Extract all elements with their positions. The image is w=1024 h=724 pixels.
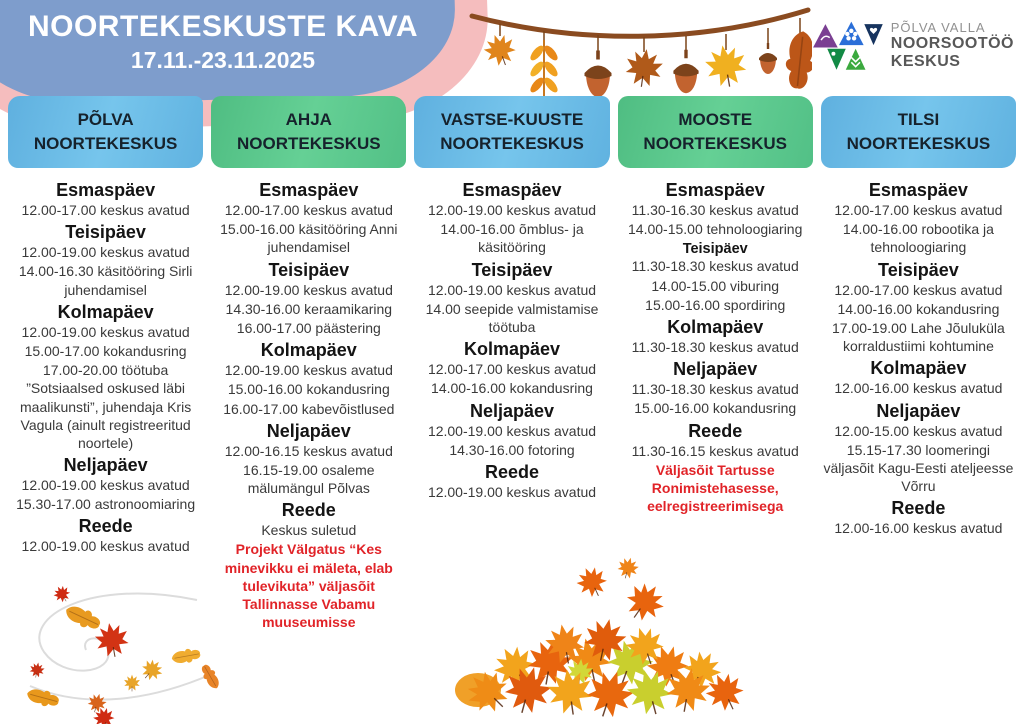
day-header: Teisipäev xyxy=(268,259,350,280)
schedule-entry: 15.00-17.00 kokandusring xyxy=(24,342,187,359)
schedule-entry: 14.30-16.00 fotoring xyxy=(449,441,575,458)
schedule-entry: 12.00-16.15 keskus avatud xyxy=(224,442,393,459)
highlight-entry: Projekt Välgatus “Kes minevikku ei mäleta, elab tulevikuta” väljasõit Tallinnasse Vabamu muuseumisse xyxy=(224,541,393,631)
autumn-garland-decoration xyxy=(468,2,812,100)
column-header: MOOSTE NOORTEKESKUS xyxy=(618,96,813,168)
schedule-entry: 14.00-16.30 käsitööring Sirli juhendamisel xyxy=(18,263,193,298)
day-header: Reede xyxy=(891,498,946,519)
schedule-entry: 12.00-19.00 keskus avatud xyxy=(427,202,597,218)
day-header: Kolmapäev xyxy=(667,316,764,337)
day-header: Neljapäev xyxy=(673,359,758,380)
schedule-entry: 12.00-19.00 keskus avatud xyxy=(224,362,393,379)
schedule-entry: Keskus suletud xyxy=(261,522,357,539)
day-header: Kolmapäev xyxy=(463,339,561,360)
schedule-entry: 11.30-16.15 keskus avatud xyxy=(631,442,799,459)
schedule-entry: 12.00-17.00 keskus avatud xyxy=(21,202,190,218)
schedule-entry: 17.00-20.00 töötuba ”Sotsiaalsed oskused läbi maalikunsti”, juhendaja Kris Vagula (ainult registreeritud noortele) xyxy=(20,362,192,451)
schedule-entry: 14.00-15.00 viburing xyxy=(651,277,780,294)
day-header: Esmaspäev xyxy=(868,180,968,200)
column-header: PÕLVA NOORTEKESKUS xyxy=(8,96,203,168)
schedule-entry: 12.00-17.00 keskus avatud xyxy=(224,202,393,218)
schedule-entry: 11.30-18.30 keskus avatud xyxy=(631,338,799,355)
day-header: Neljapäev xyxy=(63,455,148,476)
column-header: VASTSE-KUUSTE NOORTEKESKUS xyxy=(414,96,609,168)
schedule-entry: 15.00-16.00 spordiring xyxy=(645,296,786,313)
schedule-entry: 12.00-19.00 keskus avatud xyxy=(427,422,597,439)
schedule-entry: 14.00-15.00 tehnoloogiaring xyxy=(628,221,803,238)
wind-leaves-decoration xyxy=(2,578,242,724)
day-header: Neljapäev xyxy=(266,420,351,441)
day-header: Reede xyxy=(281,500,336,521)
day-header: Neljapäev xyxy=(469,400,555,421)
day-header: Reede xyxy=(78,516,133,537)
schedule-entry: 14.00 seepide valmistamise töötuba xyxy=(425,300,599,335)
schedule-entry: 12.00-19.00 keskus avatud xyxy=(21,477,190,494)
day-header: Reede xyxy=(688,420,743,441)
schedule-entry: 12.00-17.00 keskus avatud xyxy=(427,361,597,378)
org-logo-icon xyxy=(810,4,884,88)
schedule-entry: 12.00-19.00 keskus avatud xyxy=(21,244,190,261)
schedule-entry: 11.30-18.30 keskus avatud xyxy=(631,381,799,398)
schedule-entry: 16.15-19.00 osaleme mälumängul Põlvas xyxy=(243,461,375,497)
date-range: 17.11.-23.11.2025 xyxy=(130,47,316,73)
column-2 xyxy=(211,96,406,632)
schedule-entry: 15.30-17.00 astronoomiaring xyxy=(16,496,196,513)
schedule-entry: 12.00-19.00 keskus avatud xyxy=(21,323,190,340)
column-header: AHJA NOORTEKESKUS xyxy=(211,96,406,168)
day-header: Esmaspäev xyxy=(665,180,765,200)
day-header: Esmaspäev xyxy=(56,180,156,200)
schedule-entry: 14.30-16.00 keraamikaring xyxy=(225,300,393,317)
schedule-entry: 12.00-16.00 keskus avatud xyxy=(834,520,1003,537)
schedule-entry: 16.00-17.00 kabevõistlused xyxy=(223,400,395,417)
column-5 xyxy=(821,96,1016,632)
day-header: Esmaspäev xyxy=(462,180,562,200)
schedule-entry: 14.00-16.00 robootika ja tehnoloogiaring xyxy=(842,221,994,256)
schedule-entry: 17.00-19.00 Lahe Jõuluküla korraldustiimi kohtumine xyxy=(832,319,1005,355)
schedule-entry: 15.00-16.00 käsitööring Anni juhendamisel xyxy=(220,221,398,256)
schedule-entry: 11.30-16.30 keskus avatud xyxy=(631,202,799,218)
schedule-entry: 14.00-16.00 kokandusring xyxy=(837,300,1000,317)
schedule-entry: 15.00-16.00 kokandusring xyxy=(634,400,797,417)
page-title: NOORTEKESKUSTE KAVA xyxy=(27,10,419,43)
day-header: Kolmapäev xyxy=(57,301,154,322)
leaf-pile-decoration xyxy=(440,552,770,720)
schedule-entry: 12.00-19.00 keskus avatud xyxy=(427,281,597,298)
highlight-entry: Väljasõit Tartusse Ronimistehasesse, eelregistreerimisega xyxy=(647,461,784,515)
org-name-line2: NOORSOOTÖÖ xyxy=(890,35,1014,53)
day-header: Teisipäev xyxy=(471,259,553,280)
schedule-entry: 14.00-16.00 kokandusring xyxy=(431,380,593,397)
day-header: Teisipäev xyxy=(65,222,146,243)
day-header: Kolmapäev xyxy=(260,340,357,361)
column-header: TILSI NOORTEKESKUS xyxy=(821,96,1016,168)
column-1 xyxy=(8,96,203,632)
schedule-entry: 11.30-18.30 keskus avatud xyxy=(631,258,799,275)
org-logo xyxy=(810,4,1014,88)
schedule-entry: 12.00-17.00 keskus avatud xyxy=(834,202,1003,218)
schedule-entry: 15.15-17.30 loomeringi väljasõit Kagu-Eesti ateljeesse Võrru xyxy=(823,441,1014,495)
schedule-entry: 14.00-16.00 õmblus- ja käsitööring xyxy=(440,221,584,256)
day-header: Esmaspäev xyxy=(259,180,359,200)
schedule-entry: 12.00-19.00 keskus avatud xyxy=(224,281,393,298)
schedule-entry: 12.00-15.00 keskus avatud xyxy=(834,422,1003,439)
schedule-entry: 12.00-16.00 keskus avatud xyxy=(834,380,1003,397)
schedule-entry: 12.00-19.00 keskus avatud xyxy=(21,538,190,555)
schedule-entry: 16.00-17.00 päästering xyxy=(236,319,381,336)
org-name-line3: KESKUS xyxy=(890,53,961,71)
day-header: Neljapäev xyxy=(876,400,961,421)
day-header: Teisipäev xyxy=(878,259,959,280)
day-header: Teisipäev xyxy=(682,241,748,258)
day-header: Kolmapäev xyxy=(870,358,967,379)
schedule-entry: 12.00-19.00 keskus avatud xyxy=(427,483,597,500)
schedule-entry: 15.00-16.00 kokandusring xyxy=(227,381,390,398)
org-name-line1: PÕLVA VALLA xyxy=(890,19,986,35)
day-header: Reede xyxy=(484,461,540,482)
schedule-entry: 12.00-17.00 keskus avatud xyxy=(834,281,1003,298)
